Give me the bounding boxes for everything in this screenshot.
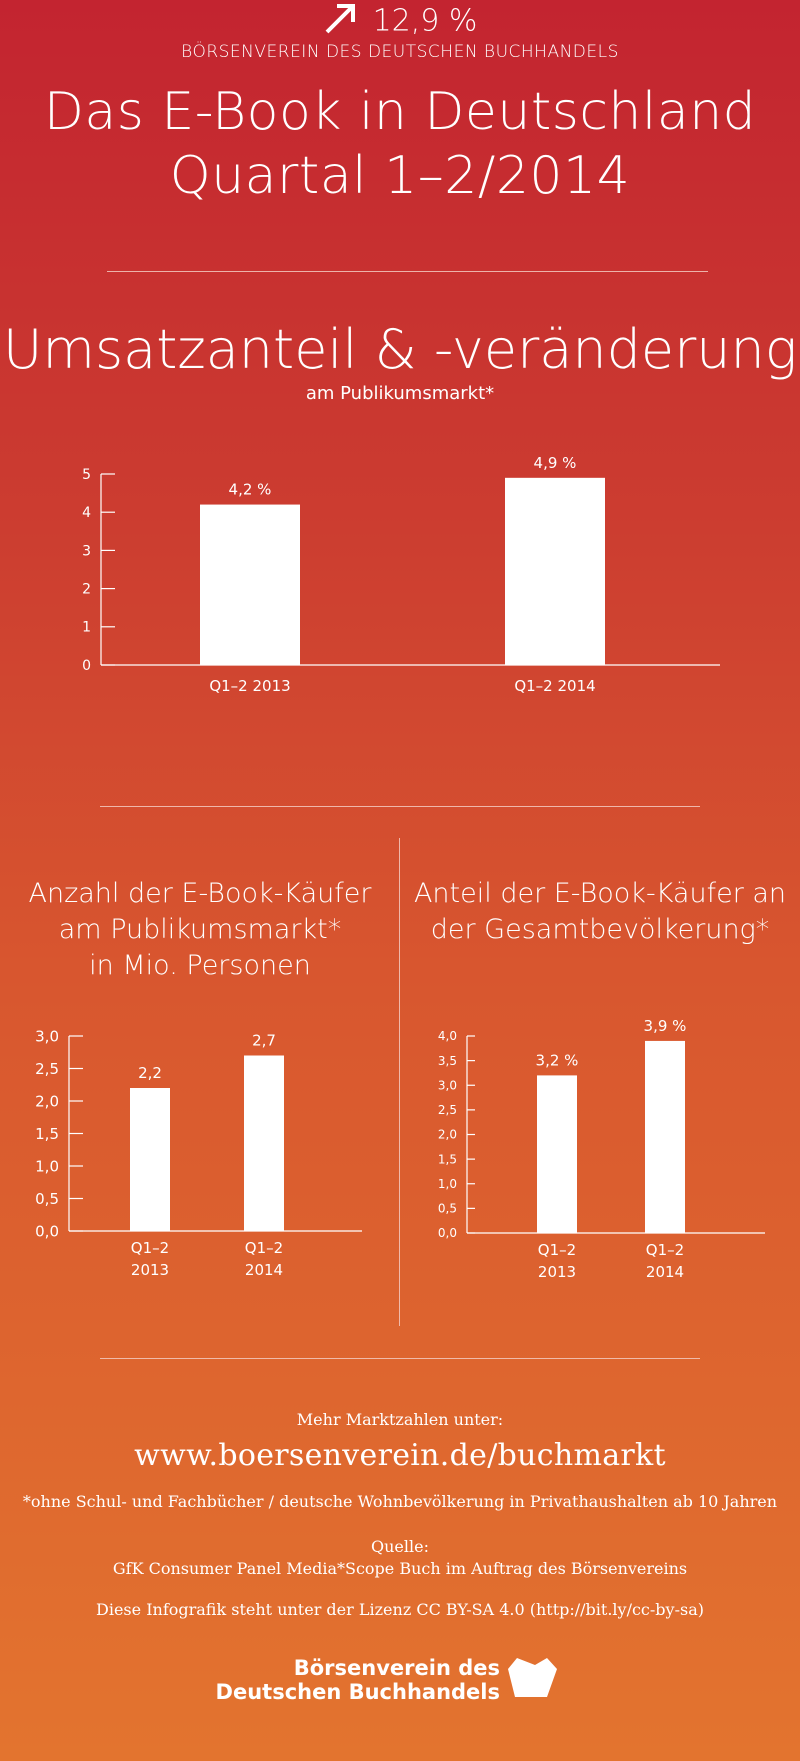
url-link[interactable]: www.boersenverein.de/buchmarkt (134, 1438, 666, 1473)
data-label: 2,2 (138, 1064, 162, 1082)
source-label: Quelle: (371, 1537, 429, 1556)
y-tick-label: 1,0 (35, 1157, 59, 1176)
y-tick-label: 2 (82, 581, 91, 598)
category-label: Q1–2 2014 (514, 677, 596, 695)
y-tick-label: 1,5 (35, 1124, 59, 1143)
category-label: 2014 (645, 1263, 685, 1281)
data-label: 4,2 % (228, 480, 272, 499)
y-tick-label: 3 (82, 543, 91, 560)
section3-title-line-1: Anteil der E-Book-Käufer an (413, 878, 787, 909)
data-label: 4,9 % (533, 453, 577, 472)
data-label: 3,9 % (643, 1016, 687, 1035)
source-text: GfK Consumer Panel Media*Scope Buch im Auftrag des Börsenvereins (112, 1559, 688, 1578)
section2-title-line-3: in Mio. Personen (89, 950, 311, 981)
section2-title-line-2: am Publikumsmarkt* (58, 914, 342, 945)
y-tick-label: 1,5 (437, 1152, 457, 1167)
change-value: 12,9 % (372, 3, 478, 39)
y-tick-label: 1,0 (437, 1176, 457, 1191)
y-tick-label: 3,0 (35, 1027, 59, 1046)
source (0, 1536, 800, 1580)
y-tick-label: 3,0 (437, 1078, 457, 1093)
y-tick-label: 4 (82, 505, 91, 522)
y-tick-label: 2,0 (437, 1127, 457, 1142)
section3-title (410, 876, 790, 948)
divider (100, 806, 700, 807)
bar (200, 505, 300, 665)
category-label: Q1–2 (130, 1239, 170, 1257)
title-line-1: Das E-Book in Deutschland (43, 82, 757, 142)
data-label: 2,7 (252, 1031, 276, 1050)
bar (505, 478, 605, 665)
footnote: *ohne Schul- und Fachbücher / deutsche Wohnbevölkerung in Privathaushalten ab 10 Jahren (22, 1492, 778, 1511)
title-line-2: Quartal 1–2/2014 (169, 146, 631, 206)
y-tick-label: 3,5 (437, 1053, 457, 1068)
y-tick-label: 0 (82, 657, 91, 674)
bar (537, 1075, 577, 1233)
arrow-up-right-icon (323, 0, 359, 44)
chart-umsatzanteil (0, 440, 800, 710)
license-text: Diese Infografik steht unter der Lizenz CC BY-SA 4.0 (http://bit.ly/cc-by-sa) (96, 1600, 704, 1619)
section2-title (20, 876, 380, 984)
y-tick-label: 4,0 (437, 1029, 457, 1044)
logo-text (216, 1656, 500, 1704)
logo-icon (505, 1655, 560, 1705)
category-label: 2013 (537, 1263, 577, 1281)
org-name: BÖRSENVEREIN DES DEUTSCHEN BUCHHANDELS (181, 42, 619, 62)
bar (645, 1041, 685, 1233)
category-label: 2013 (130, 1261, 170, 1279)
divider (107, 271, 708, 272)
section2-title-line-1: Anzahl der E-Book-Käufer (28, 878, 372, 909)
section3-title-line-2: der Gesamtbevölkerung* (430, 914, 770, 945)
y-tick-label: 2,5 (437, 1103, 457, 1118)
logo-line-1: Börsenverein des (293, 1656, 500, 1680)
more-label: Mehr Marktzahlen unter: (296, 1410, 504, 1429)
chart-kaeufer-anteil (400, 1000, 800, 1290)
y-tick-label: 0,0 (35, 1222, 59, 1241)
y-tick-label: 0,5 (437, 1201, 457, 1216)
y-tick-label: 1 (82, 619, 91, 636)
page-title (0, 80, 800, 208)
logo-line-2: Deutschen Buchhandels (215, 1680, 500, 1704)
bar (244, 1056, 284, 1232)
y-tick-label: 2,5 (35, 1059, 59, 1078)
y-tick-label: 0,5 (35, 1189, 59, 1208)
divider (100, 1358, 700, 1359)
chart-kaeufer-anzahl (0, 1020, 399, 1290)
y-tick-label: 2,0 (35, 1092, 59, 1111)
data-label: 3,2 % (535, 1051, 579, 1070)
change-indicator (0, 0, 800, 44)
bar (130, 1088, 170, 1231)
category-label: Q1–2 2013 (209, 677, 291, 695)
category-label: Q1–2 (244, 1239, 284, 1257)
y-tick-label: 0,0 (437, 1226, 457, 1241)
y-tick-label: 5 (82, 466, 91, 483)
category-label: Q1–2 (645, 1241, 685, 1259)
section1-title: Umsatzanteil & -veränderung (2, 318, 798, 381)
category-label: Q1–2 (537, 1241, 577, 1259)
section1-subtitle: am Publikumsmarkt* (305, 383, 495, 404)
category-label: 2014 (244, 1261, 284, 1279)
